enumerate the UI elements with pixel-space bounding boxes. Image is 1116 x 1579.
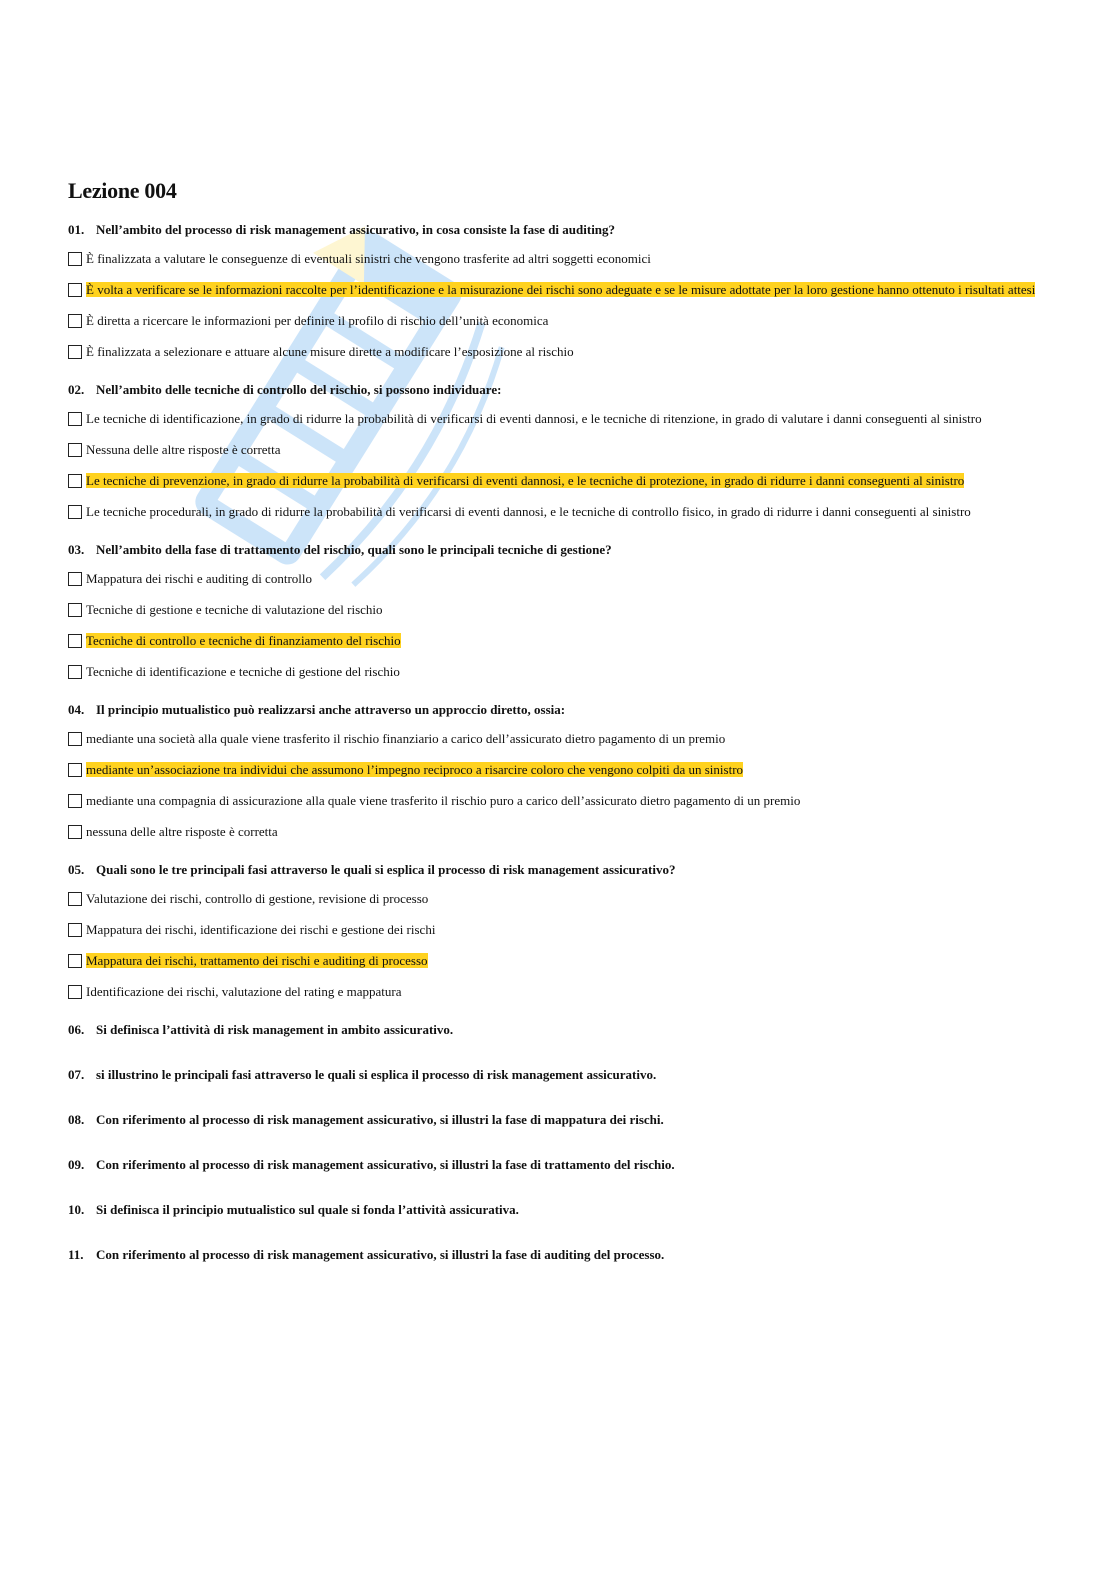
checkbox-icon[interactable] [68, 634, 82, 648]
answer-option[interactable] [68, 601, 1048, 618]
answer-text-highlighted: Le tecniche di prevenzione, in grado di ridurre la probabilità di verificarsi di eventi dannosi, e le tecniche di protezione, in grado di ridurre i danni conseguenti al sinistro [86, 473, 965, 488]
checkbox-icon[interactable] [68, 763, 82, 777]
answer-text-highlighted: È volta a verificare se le informazioni raccolte per l’identificazione e la misurazione dei rischi sono adeguate e se le misure adottate per la loro gestione hanno ottenuto i risultati attesi [86, 282, 1036, 297]
question-label: Il principio mutualistico può realizzarsi anche attraverso un approccio diretto, ossia: [96, 702, 566, 717]
question-label: Con riferimento al processo di risk management assicurativo, si illustri la fase di mappatura dei rischi. [96, 1112, 664, 1127]
checkbox-icon[interactable] [68, 572, 82, 586]
open-question-6 [68, 1022, 1048, 1038]
question-1 [68, 222, 1048, 360]
checkbox-icon[interactable] [68, 412, 82, 426]
answer-text: Le tecniche di identificazione, in grado di ridurre la probabilità di verificarsi di eventi dannosi, e le tecniche di ritenzione, in grado di valutare i danni conseguenti al sinistro [86, 411, 982, 426]
answer-text: È finalizzata a selezionare e attuare alcune misure dirette a modificare l’esposizione al rischio [86, 344, 574, 359]
checkbox-icon[interactable] [68, 665, 82, 679]
open-question-8 [68, 1112, 1048, 1128]
checkbox-icon[interactable] [68, 892, 82, 906]
answer-option[interactable] [68, 410, 1048, 427]
question-number: 06. [68, 1022, 85, 1037]
checkbox-icon[interactable] [68, 825, 82, 839]
question-label: Nell’ambito della fase di trattamento del rischio, quali sono le principali tecniche di gestione? [96, 542, 612, 557]
question-text [68, 702, 1048, 718]
checkbox-icon[interactable] [68, 474, 82, 488]
checkbox-icon[interactable] [68, 732, 82, 746]
question-label: Si definisca l’attività di risk management in ambito assicurativo. [96, 1022, 454, 1037]
document-page [68, 178, 1048, 1292]
question-number: 01. [68, 222, 85, 237]
answer-text: Tecniche di gestione e tecniche di valutazione del rischio [86, 602, 383, 617]
answer-text: nessuna delle altre risposte è corretta [86, 824, 278, 839]
answer-text: È finalizzata a valutare le conseguenze di eventuali sinistri che vengono trasferite ad altri soggetti economici [86, 251, 651, 266]
question-number: 07. [68, 1067, 85, 1082]
answer-option[interactable] [68, 792, 1048, 809]
question-text [68, 222, 1048, 238]
answer-option[interactable] [68, 632, 1048, 649]
answer-text: Nessuna delle altre risposte è corretta [86, 442, 281, 457]
answer-option[interactable] [68, 823, 1048, 840]
answer-option[interactable] [68, 250, 1048, 267]
checkbox-icon[interactable] [68, 314, 82, 328]
answer-option[interactable] [68, 472, 1048, 489]
checkbox-icon[interactable] [68, 603, 82, 617]
lesson-title: Lezione 004 [68, 178, 177, 203]
answer-option[interactable] [68, 570, 1048, 587]
answer-option[interactable] [68, 952, 1048, 969]
question-label: Con riferimento al processo di risk management assicurativo, si illustri la fase di trattamento del rischio. [96, 1157, 675, 1172]
answer-text-highlighted: Mappatura dei rischi, trattamento dei rischi e auditing di processo [86, 953, 428, 968]
answer-option[interactable] [68, 890, 1048, 907]
checkbox-icon[interactable] [68, 985, 82, 999]
answer-text: Identificazione dei rischi, valutazione del rating e mappatura [86, 984, 402, 999]
question-text [68, 542, 1048, 558]
checkbox-icon[interactable] [68, 345, 82, 359]
question-number: 09. [68, 1157, 85, 1172]
question-number: 08. [68, 1112, 85, 1127]
question-text [68, 862, 1048, 878]
checkbox-icon[interactable] [68, 954, 82, 968]
answer-text: Tecniche di identificazione e tecniche di gestione del rischio [86, 664, 400, 679]
question-5 [68, 862, 1048, 1000]
question-text [68, 382, 1048, 398]
answer-option[interactable] [68, 281, 1048, 298]
open-question-9 [68, 1157, 1048, 1173]
question-label: Quali sono le tre principali fasi attraverso le quali si esplica il processo di risk management assicurativo? [96, 862, 676, 877]
checkbox-icon[interactable] [68, 283, 82, 297]
answer-text: Mappatura dei rischi, identificazione dei rischi e gestione dei rischi [86, 922, 436, 937]
question-label: Nell’ambito del processo di risk management assicurativo, in cosa consiste la fase di auditing? [96, 222, 616, 237]
open-question-11 [68, 1247, 1048, 1263]
question-number: 05. [68, 862, 85, 877]
question-number: 03. [68, 542, 85, 557]
open-questions-section [68, 1022, 1048, 1263]
answer-text: mediante una compagnia di assicurazione alla quale viene trasferito il rischio puro a carico dell’assicurato dietro pagamento di un premio [86, 793, 801, 808]
question-4 [68, 702, 1048, 840]
answer-text: mediante una società alla quale viene trasferito il rischio finanziario a carico dell’assicurato dietro pagamento di un premio [86, 731, 726, 746]
answer-option[interactable] [68, 663, 1048, 680]
question-number: 02. [68, 382, 85, 397]
answer-text: Le tecniche procedurali, in grado di ridurre la probabilità di verificarsi di eventi dannosi, e le tecniche di controllo fisico, in grado di ridurre i danni conseguenti al sinistro [86, 504, 971, 519]
answer-text: Mappatura dei rischi e auditing di controllo [86, 571, 312, 586]
answer-text: Valutazione dei rischi, controllo di gestione, revisione di processo [86, 891, 429, 906]
answer-option[interactable] [68, 730, 1048, 747]
open-question-7 [68, 1067, 1048, 1083]
question-number: 04. [68, 702, 85, 717]
checkbox-icon[interactable] [68, 252, 82, 266]
answer-option[interactable] [68, 983, 1048, 1000]
question-number: 11. [68, 1247, 84, 1262]
open-question-10 [68, 1202, 1048, 1218]
answer-text-highlighted: mediante un’associazione tra individui che assumono l’impegno reciproco a risarcire coloro che vengono colpiti da un sinistro [86, 762, 744, 777]
multiple-choice-section [68, 222, 1048, 1000]
answer-text: È diretta a ricercare le informazioni per definire il profilo di rischio dell’unità economica [86, 313, 549, 328]
answer-option[interactable] [68, 312, 1048, 329]
question-label: si illustrino le principali fasi attraverso le quali si esplica il processo di risk management assicurativo. [96, 1067, 657, 1082]
question-label: Si definisca il principio mutualistico sul quale si fonda l’attività assicurativa. [96, 1202, 519, 1217]
answer-option[interactable] [68, 921, 1048, 938]
question-2 [68, 382, 1048, 520]
question-3 [68, 542, 1048, 680]
checkbox-icon[interactable] [68, 923, 82, 937]
checkbox-icon[interactable] [68, 443, 82, 457]
answer-option[interactable] [68, 441, 1048, 458]
question-number: 10. [68, 1202, 85, 1217]
checkbox-icon[interactable] [68, 505, 82, 519]
answer-option[interactable] [68, 343, 1048, 360]
answer-option[interactable] [68, 761, 1048, 778]
answer-option[interactable] [68, 503, 1048, 520]
question-label: Nell’ambito delle tecniche di controllo del rischio, si possono individuare: [96, 382, 502, 397]
question-label: Con riferimento al processo di risk management assicurativo, si illustri la fase di auditing del processo. [96, 1247, 665, 1262]
answer-text-highlighted: Tecniche di controllo e tecniche di finanziamento del rischio [86, 633, 401, 648]
checkbox-icon[interactable] [68, 794, 82, 808]
